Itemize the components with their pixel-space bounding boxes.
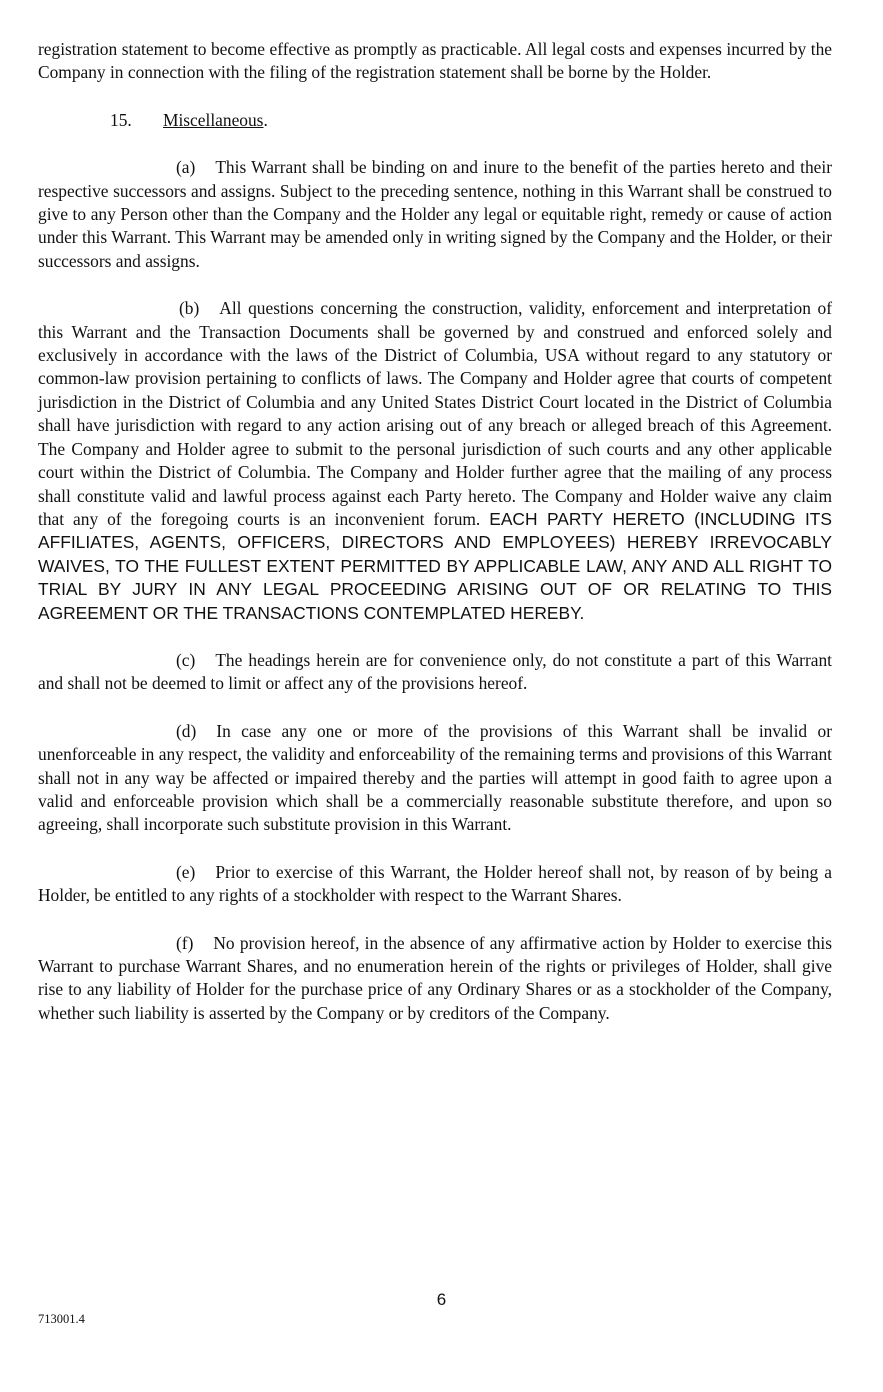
paragraph-a (38, 156, 832, 273)
section-title-period: . (263, 109, 268, 130)
paragraph-b-text: All questions concerning the construction, validity, enforcement and interpretation of this Warrant and the Transaction Documents shall be governed by and construed and enforced solely and exclusively in accordance with the laws of the District of Columbia, USA without regard to any statutory or common-law provision pertaining to conflicts of laws. The Company and Holder agree that courts of competent jurisdiction in the District of Columbia and any United States District Court located in the District of Columbia shall have jurisdiction with regard to any action arising out of any breach or alleged breach of this Agreement. The Company and Holder agree to submit to the personal jurisdiction of such courts and any other applicable court within the District of Columbia. The Company and Holder further agree that the mailing of any process shall constitute valid and lawful process against each Party hereto. The Company and Holder waive any claim that any of the foregoing courts is an inconvenient forum. (38, 298, 832, 529)
intro-paragraph: registration statement to become effective as promptly as practicable. All legal costs and expenses incurred by the Company in connection with the filing of the registration statement shall be borne by the Holder. (38, 39, 832, 83)
document-id: 713001.4 (38, 1312, 85, 1326)
paragraph-c (38, 649, 832, 696)
paragraph-a-label-wrap (176, 156, 215, 179)
document-page (38, 38, 832, 1049)
paragraph-b-label: (b) (179, 298, 200, 319)
paragraph-a-text: This Warrant shall be binding on and inure to the benefit of the parties hereto and their respective successors and assigns. Subject to the preceding sentence, nothing in this Warrant shall be construed to give to any Person other than the Company and the Holder any legal or equitable right, remedy or cause of action under this Warrant. This Warrant may be amended only in writing signed by the Company and the Holder, or their successors and assigns. (38, 157, 832, 271)
paragraph-f (38, 932, 832, 1026)
paragraph-a-label: (a) (176, 157, 196, 178)
section-title: Miscellaneous (163, 109, 264, 130)
section-heading (110, 109, 832, 132)
paragraph-c-label-wrap (176, 649, 215, 672)
paragraph-d-label-wrap (176, 720, 216, 743)
paragraph-e-label: (e) (176, 861, 196, 882)
paragraph-b-label-wrap (179, 297, 219, 320)
section-number: 15. (110, 109, 132, 130)
jury-waiver-text: EACH PARTY HERETO (INCLUDING ITS AFFILIATES, AGENTS, OFFICERS, DIRECTORS AND EMPLOYEES) HEREBY IRREVOCABLY WAIVES, TO THE FULLEST EXTENT PERMITTED BY APPLICABLE LAW, ANY AND ALL RIGHT TO TRIAL BY JURY IN ANY LEGAL PROCEEDING ARISING OUT OF OR RELATING TO THIS AGREEMENT OR THE TRANSACTIONS CONTEMPLATED HEREBY. (38, 508, 833, 623)
paragraph-b (38, 297, 832, 625)
paragraph-d-label: (d) (176, 720, 197, 741)
paragraph-d-text: In case any one or more of the provisions of this Warrant shall be invalid or unenforceable in any respect, the validity and enforceability of the remaining terms and provisions of this Warrant shall not in any way be affected or impaired thereby and the parties will attempt in good faith to agree upon a valid and enforceable provision which shall be a commercially reasonable substitute therefore, and upon so agreeing, shall incorporate such substitute provision in this Warrant. (38, 720, 832, 835)
paragraph-e-label-wrap (176, 861, 215, 884)
paragraph-c-label: (c) (176, 649, 196, 670)
paragraph-f-label-wrap (176, 932, 213, 955)
paragraph-c-text: The headings herein are for convenience only, do not constitute a part of this Warrant and shall not be deemed to limit or affect any of the provisions hereof. (38, 649, 832, 694)
paragraph-e-text: Prior to exercise of this Warrant, the Holder hereof shall not, by reason of by being a Holder, be entitled to any rights of a stockholder with respect to the Warrant Shares. (38, 861, 832, 906)
paragraph-e (38, 861, 832, 908)
paragraph-d (38, 720, 832, 837)
paragraph-f-text: No provision hereof, in the absence of any affirmative action by Holder to exercise this Warrant to purchase Warrant Shares, and no enumeration herein of the rights or privileges of Holder, shall give rise to any liability of Holder for the purchase price of any Ordinary Shares or as a stockholder of the Company, whether such liability is asserted by the Company or by creditors of the Company. (38, 932, 832, 1023)
paragraph-f-label: (f) (176, 932, 194, 953)
page-number: 6 (436, 1290, 447, 1309)
